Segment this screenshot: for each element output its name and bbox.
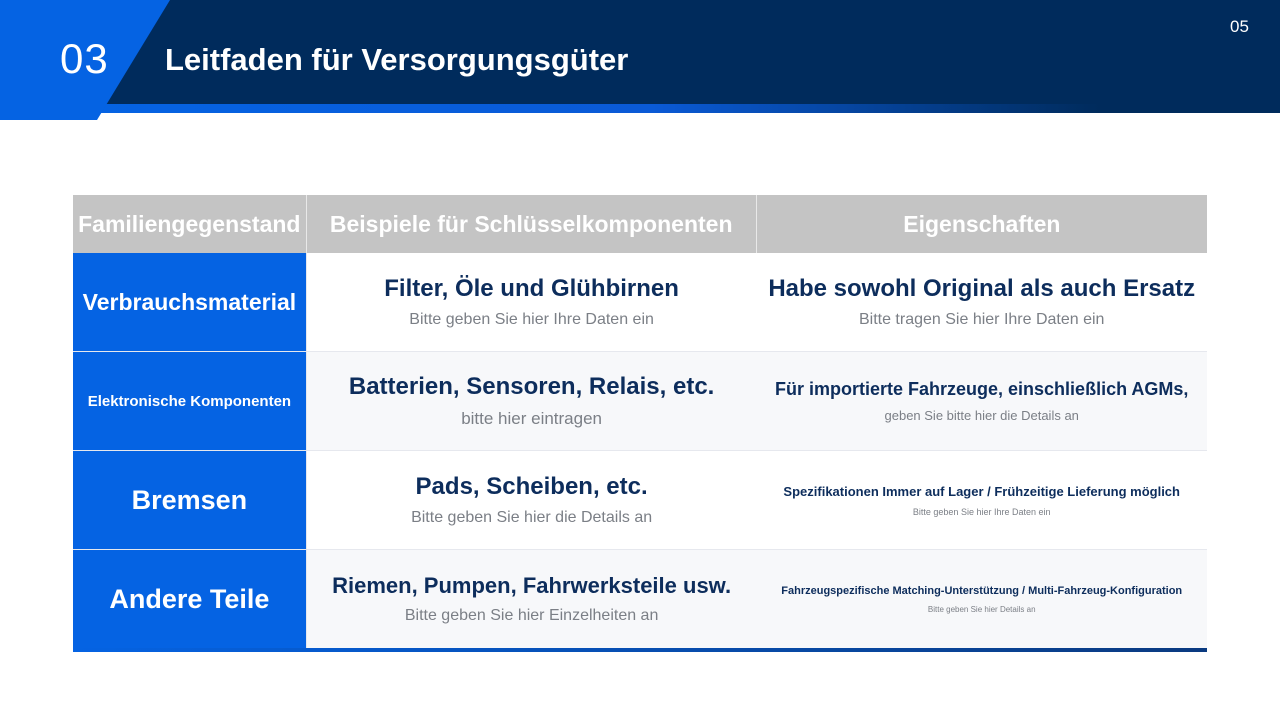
- column-header-properties: Eigenschaften: [903, 210, 1061, 237]
- example-note: Bitte geben Sie hier die Details an: [411, 509, 653, 526]
- category-cell: Bremsen: [73, 451, 307, 549]
- table-row: [73, 451, 1207, 550]
- property-note: geben Sie bitte hier die Details an: [884, 408, 1079, 423]
- table-row: [73, 352, 1207, 451]
- page-title: Leitfaden für Versorgungsgüter: [165, 42, 629, 77]
- property-text: Habe sowohl Original als auch Ersatz: [768, 275, 1196, 302]
- property-text: Fahrzeugspezifische Matching-Unterstützung / Multi-Fahrzeug-Konfiguration: [781, 584, 1183, 597]
- section-number: 03: [60, 35, 109, 82]
- table-header-row: [73, 195, 1207, 253]
- example-text: Pads, Scheiben, etc.: [415, 473, 648, 500]
- supply-guide-table: [73, 195, 1207, 652]
- property-cell: [756, 451, 1207, 549]
- table-row: [73, 253, 1207, 352]
- category-cell: Andere Teile: [73, 550, 307, 648]
- example-note: Bitte geben Sie hier Ihre Daten ein: [409, 311, 654, 328]
- property-text: Spezifikationen Immer auf Lager / Frühzeitige Lieferung möglich: [783, 483, 1180, 499]
- example-cell: [307, 352, 757, 450]
- example-cell: [307, 550, 757, 648]
- column-header-family: Familiengegenstand: [73, 195, 307, 253]
- example-cell: [307, 253, 757, 351]
- page-number: 05: [1230, 17, 1249, 36]
- property-text: Für importierte Fahrzeuge, einschließlich AGMs,: [775, 379, 1189, 399]
- header-underline: [100, 104, 1100, 113]
- property-cell: [756, 253, 1207, 351]
- example-text: Batterien, Sensoren, Relais, etc.: [348, 373, 715, 400]
- table-bottom-border: [73, 648, 1207, 652]
- property-cell: [756, 352, 1207, 450]
- category-cell: Verbrauchsmaterial: [73, 253, 307, 351]
- property-note: Bitte geben Sie hier Ihre Daten ein: [912, 506, 1051, 517]
- property-note: Bitte tragen Sie hier Ihre Daten ein: [858, 311, 1105, 328]
- example-cell: [307, 451, 757, 549]
- example-text: Filter, Öle und Glühbirnen: [384, 275, 679, 302]
- property-note: Bitte geben Sie hier Details an: [927, 604, 1036, 614]
- example-note: Bitte geben Sie hier Einzelheiten an: [404, 607, 659, 624]
- example-note: bitte hier eintragen: [461, 409, 603, 428]
- example-text: Riemen, Pumpen, Fahrwerksteile usw.: [332, 573, 732, 598]
- column-header-examples: Beispiele für Schlüsselkomponenten: [307, 195, 757, 253]
- table-row: [73, 550, 1207, 648]
- category-cell: Elektronische Komponenten: [73, 352, 307, 450]
- property-cell: [756, 550, 1207, 648]
